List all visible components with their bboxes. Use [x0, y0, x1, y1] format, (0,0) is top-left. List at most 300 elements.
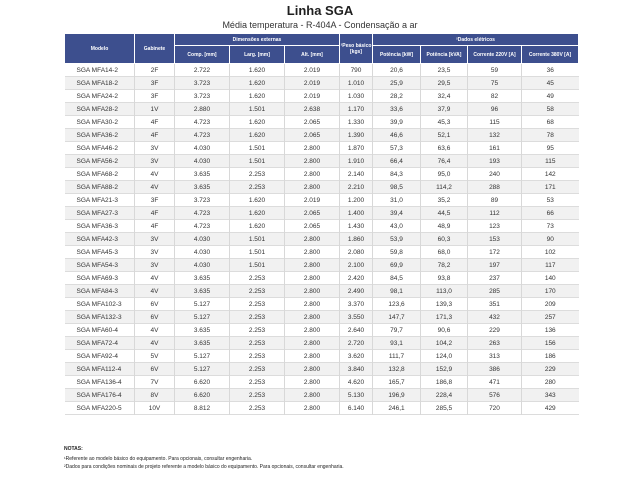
cell-alt: 2.800 — [285, 402, 340, 415]
cell-alt: 2.800 — [285, 376, 340, 389]
cell-corrente-220v: 432 — [468, 311, 522, 324]
cell-gabinete: 5V — [135, 350, 175, 363]
cell-corrente-220v: 351 — [468, 298, 522, 311]
cell-potencia-kva: 93,8 — [421, 272, 468, 285]
cell-peso: 3.840 — [340, 363, 373, 376]
cell-corrente-380v: 142 — [522, 168, 579, 181]
cell-comp: 3.635 — [175, 285, 230, 298]
cell-corrente-380v: 36 — [522, 64, 579, 77]
header-modelo: Modelo — [65, 34, 135, 64]
cell-peso: 1.400 — [340, 207, 373, 220]
cell-alt: 2.800 — [285, 337, 340, 350]
cell-gabinete: 3F — [135, 77, 175, 90]
cell-larg: 1.501 — [230, 103, 285, 116]
cell-comp: 3.723 — [175, 90, 230, 103]
cell-gabinete: 7V — [135, 376, 175, 389]
cell-modelo: SGA MFA69-3 — [65, 272, 135, 285]
cell-potencia-kw: 31,0 — [373, 194, 421, 207]
cell-larg: 2.253 — [230, 350, 285, 363]
cell-potencia-kw: 84,5 — [373, 272, 421, 285]
cell-comp: 4.723 — [175, 116, 230, 129]
table-row — [65, 220, 579, 233]
cell-gabinete: 8V — [135, 389, 175, 402]
cell-modelo: SGA MFA92-4 — [65, 350, 135, 363]
cell-peso: 1.430 — [340, 220, 373, 233]
cell-corrente-220v: 153 — [468, 233, 522, 246]
cell-larg: 1.620 — [230, 194, 285, 207]
cell-corrente-380v: 115 — [522, 155, 579, 168]
notes — [64, 445, 344, 471]
table-row — [65, 142, 579, 155]
table-row — [65, 298, 579, 311]
cell-modelo: SGA MFA72-4 — [65, 337, 135, 350]
table-row — [65, 363, 579, 376]
cell-corrente-380v: 78 — [522, 129, 579, 142]
table-row — [65, 324, 579, 337]
cell-alt: 2.800 — [285, 285, 340, 298]
cell-modelo: SGA MFA84-3 — [65, 285, 135, 298]
cell-gabinete: 3F — [135, 90, 175, 103]
cell-alt: 2.019 — [285, 90, 340, 103]
cell-corrente-380v: 45 — [522, 77, 579, 90]
cell-corrente-220v: 288 — [468, 181, 522, 194]
table-row — [65, 285, 579, 298]
cell-larg: 2.253 — [230, 363, 285, 376]
table-row — [65, 168, 579, 181]
cell-corrente-380v: 209 — [522, 298, 579, 311]
cell-alt: 2.019 — [285, 77, 340, 90]
cell-corrente-220v: 115 — [468, 116, 522, 129]
table-row — [65, 272, 579, 285]
cell-alt: 2.800 — [285, 350, 340, 363]
cell-larg: 1.620 — [230, 207, 285, 220]
cell-potencia-kva: 171,3 — [421, 311, 468, 324]
cell-gabinete: 3V — [135, 155, 175, 168]
cell-larg: 1.501 — [230, 155, 285, 168]
cell-corrente-220v: 123 — [468, 220, 522, 233]
cell-modelo: SGA MFA60-4 — [65, 324, 135, 337]
table-row — [65, 77, 579, 90]
cell-modelo: SGA MFA21-3 — [65, 194, 135, 207]
note-1: ¹Referente ao modelo básico do equipamento. Para opcionais, consultar engenharia. — [64, 456, 253, 462]
cell-corrente-220v: 75 — [468, 77, 522, 90]
cell-potencia-kva: 114,2 — [421, 181, 468, 194]
header-peso: ¹Peso básico [kgs] — [340, 34, 373, 64]
cell-gabinete: 4F — [135, 129, 175, 142]
cell-larg: 2.253 — [230, 324, 285, 337]
cell-peso: 1.910 — [340, 155, 373, 168]
cell-alt: 2.800 — [285, 246, 340, 259]
cell-peso: 1.390 — [340, 129, 373, 142]
cell-peso: 1.870 — [340, 142, 373, 155]
cell-comp: 3.635 — [175, 168, 230, 181]
cell-corrente-220v: 386 — [468, 363, 522, 376]
header-potencia-kw: Potência [kW] — [373, 46, 421, 64]
cell-gabinete: 3F — [135, 194, 175, 207]
cell-comp: 4.030 — [175, 142, 230, 155]
header-dimensoes: Dimensões externas — [175, 34, 340, 46]
cell-peso: 2.100 — [340, 259, 373, 272]
cell-potencia-kw: 246,1 — [373, 402, 421, 415]
cell-peso: 1.010 — [340, 77, 373, 90]
cell-comp: 4.723 — [175, 207, 230, 220]
cell-peso: 2.640 — [340, 324, 373, 337]
cell-modelo: SGA MFA112-4 — [65, 363, 135, 376]
table-row — [65, 311, 579, 324]
cell-peso: 790 — [340, 64, 373, 77]
cell-modelo: SGA MFA56-2 — [65, 155, 135, 168]
cell-gabinete: 6V — [135, 298, 175, 311]
table-row — [65, 129, 579, 142]
cell-alt: 2.019 — [285, 64, 340, 77]
cell-corrente-380v: 49 — [522, 90, 579, 103]
cell-potencia-kw: 20,6 — [373, 64, 421, 77]
cell-peso: 5.130 — [340, 389, 373, 402]
table-row — [65, 103, 579, 116]
cell-larg: 2.253 — [230, 168, 285, 181]
cell-modelo: SGA MFA176-4 — [65, 389, 135, 402]
cell-comp: 6.620 — [175, 389, 230, 402]
cell-corrente-380v: 343 — [522, 389, 579, 402]
cell-alt: 2.065 — [285, 207, 340, 220]
cell-larg: 1.620 — [230, 220, 285, 233]
cell-peso: 3.550 — [340, 311, 373, 324]
cell-larg: 2.253 — [230, 272, 285, 285]
cell-peso: 2.420 — [340, 272, 373, 285]
cell-gabinete: 3V — [135, 259, 175, 272]
page-subtitle: Média temperatura - R-404A - Condensação a ar — [222, 20, 418, 30]
cell-peso: 2.210 — [340, 181, 373, 194]
cell-potencia-kw: 111,7 — [373, 350, 421, 363]
cell-alt: 2.800 — [285, 389, 340, 402]
cell-corrente-380v: 170 — [522, 285, 579, 298]
cell-modelo: SGA MFA36-2 — [65, 129, 135, 142]
table-row — [65, 194, 579, 207]
cell-modelo: SGA MFA18-2 — [65, 77, 135, 90]
cell-larg: 1.620 — [230, 90, 285, 103]
cell-comp: 6.620 — [175, 376, 230, 389]
cell-corrente-220v: 161 — [468, 142, 522, 155]
cell-alt: 2.800 — [285, 181, 340, 194]
cell-corrente-220v: 59 — [468, 64, 522, 77]
cell-corrente-380v: 53 — [522, 194, 579, 207]
cell-corrente-380v: 58 — [522, 103, 579, 116]
cell-comp: 3.635 — [175, 272, 230, 285]
cell-potencia-kw: 98,1 — [373, 285, 421, 298]
cell-corrente-380v: 73 — [522, 220, 579, 233]
cell-potencia-kva: 76,4 — [421, 155, 468, 168]
table-row — [65, 389, 579, 402]
cell-larg: 2.253 — [230, 402, 285, 415]
cell-larg: 1.501 — [230, 142, 285, 155]
cell-potencia-kw: 33,6 — [373, 103, 421, 116]
cell-peso: 1.170 — [340, 103, 373, 116]
cell-potencia-kw: 39,4 — [373, 207, 421, 220]
cell-larg: 1.501 — [230, 233, 285, 246]
cell-comp: 3.723 — [175, 77, 230, 90]
cell-larg: 2.253 — [230, 285, 285, 298]
cell-larg: 1.620 — [230, 64, 285, 77]
cell-corrente-380v: 68 — [522, 116, 579, 129]
cell-potencia-kva: 44,5 — [421, 207, 468, 220]
cell-potencia-kw: 123,6 — [373, 298, 421, 311]
cell-peso: 1.330 — [340, 116, 373, 129]
cell-alt: 2.800 — [285, 259, 340, 272]
cell-potencia-kw: 132,8 — [373, 363, 421, 376]
cell-corrente-380v: 280 — [522, 376, 579, 389]
cell-corrente-220v: 576 — [468, 389, 522, 402]
cell-alt: 2.638 — [285, 103, 340, 116]
cell-potencia-kva: 285,5 — [421, 402, 468, 415]
cell-potencia-kva: 63,6 — [421, 142, 468, 155]
cell-alt: 2.800 — [285, 324, 340, 337]
cell-potencia-kw: 93,1 — [373, 337, 421, 350]
table-row — [65, 155, 579, 168]
cell-gabinete: 1V — [135, 103, 175, 116]
cell-potencia-kva: 139,3 — [421, 298, 468, 311]
cell-gabinete: 4F — [135, 220, 175, 233]
cell-comp: 5.127 — [175, 311, 230, 324]
cell-comp: 4.030 — [175, 259, 230, 272]
cell-larg: 1.620 — [230, 116, 285, 129]
cell-potencia-kva: 45,3 — [421, 116, 468, 129]
cell-alt: 2.800 — [285, 298, 340, 311]
header-corrente-220v: Corrente 220V [A] — [468, 46, 522, 64]
cell-corrente-380v: 171 — [522, 181, 579, 194]
cell-peso: 1.200 — [340, 194, 373, 207]
cell-gabinete: 3V — [135, 233, 175, 246]
cell-comp: 4.030 — [175, 233, 230, 246]
table-row — [65, 337, 579, 350]
cell-peso: 3.620 — [340, 350, 373, 363]
page-title: Linha SGA — [286, 3, 354, 18]
cell-potencia-kw: 79,7 — [373, 324, 421, 337]
cell-modelo: SGA MFA132-3 — [65, 311, 135, 324]
cell-alt: 2.800 — [285, 233, 340, 246]
note-2: ²Dados para condições nominais de projeto referente a modelo básico do equipamento. Para opcionais, consultar engenharia. — [64, 464, 344, 470]
table-row — [65, 246, 579, 259]
cell-potencia-kva: 60,3 — [421, 233, 468, 246]
cell-corrente-220v: 197 — [468, 259, 522, 272]
cell-corrente-220v: 229 — [468, 324, 522, 337]
cell-modelo: SGA MFA54-3 — [65, 259, 135, 272]
cell-corrente-380v: 186 — [522, 350, 579, 363]
table-row — [65, 376, 579, 389]
header-dados-eletricos: ²Dados elétricos — [373, 34, 579, 46]
cell-peso: 2.490 — [340, 285, 373, 298]
cell-modelo: SGA MFA42-3 — [65, 233, 135, 246]
table-row — [65, 402, 579, 415]
cell-gabinete: 10V — [135, 402, 175, 415]
table-body — [65, 64, 579, 415]
cell-gabinete: 4V — [135, 324, 175, 337]
table-row — [65, 181, 579, 194]
cell-corrente-220v: 172 — [468, 246, 522, 259]
cell-gabinete: 3V — [135, 246, 175, 259]
cell-corrente-220v: 112 — [468, 207, 522, 220]
cell-potencia-kva: 186,8 — [421, 376, 468, 389]
header-gabinete: Gabinete — [135, 34, 175, 64]
cell-gabinete: 6V — [135, 311, 175, 324]
cell-larg: 1.501 — [230, 246, 285, 259]
cell-gabinete: 4V — [135, 168, 175, 181]
cell-corrente-380v: 95 — [522, 142, 579, 155]
cell-comp: 5.127 — [175, 298, 230, 311]
cell-potencia-kw: 69,9 — [373, 259, 421, 272]
cell-gabinete: 3V — [135, 142, 175, 155]
cell-comp: 8.812 — [175, 402, 230, 415]
cell-gabinete: 4F — [135, 207, 175, 220]
cell-potencia-kw: 196,9 — [373, 389, 421, 402]
cell-peso: 6.140 — [340, 402, 373, 415]
cell-corrente-380v: 429 — [522, 402, 579, 415]
cell-comp: 3.723 — [175, 194, 230, 207]
cell-gabinete: 2F — [135, 64, 175, 77]
cell-corrente-220v: 237 — [468, 272, 522, 285]
cell-corrente-380v: 156 — [522, 337, 579, 350]
cell-peso: 1.860 — [340, 233, 373, 246]
cell-potencia-kva: 104,2 — [421, 337, 468, 350]
cell-peso: 2.140 — [340, 168, 373, 181]
cell-modelo: SGA MFA36-3 — [65, 220, 135, 233]
cell-peso: 3.370 — [340, 298, 373, 311]
cell-corrente-380v: 117 — [522, 259, 579, 272]
cell-modelo: SGA MFA14-2 — [65, 64, 135, 77]
cell-potencia-kw: 147,7 — [373, 311, 421, 324]
cell-larg: 2.253 — [230, 389, 285, 402]
notes-title: NOTAS: — [64, 446, 83, 452]
cell-peso: 4.620 — [340, 376, 373, 389]
cell-potencia-kw: 53,9 — [373, 233, 421, 246]
table-row — [65, 350, 579, 363]
cell-corrente-220v: 89 — [468, 194, 522, 207]
cell-larg: 2.253 — [230, 376, 285, 389]
cell-potencia-kva: 90,6 — [421, 324, 468, 337]
cell-potencia-kva: 48,9 — [421, 220, 468, 233]
cell-gabinete: 6V — [135, 363, 175, 376]
cell-potencia-kva: 124,0 — [421, 350, 468, 363]
cell-corrente-220v: 240 — [468, 168, 522, 181]
cell-corrente-380v: 136 — [522, 324, 579, 337]
cell-peso: 2.080 — [340, 246, 373, 259]
cell-corrente-380v: 66 — [522, 207, 579, 220]
cell-alt: 2.800 — [285, 142, 340, 155]
cell-potencia-kva: 52,1 — [421, 129, 468, 142]
cell-gabinete: 4F — [135, 116, 175, 129]
cell-larg: 1.620 — [230, 77, 285, 90]
cell-corrente-380v: 90 — [522, 233, 579, 246]
cell-larg: 2.253 — [230, 337, 285, 350]
cell-modelo: SGA MFA88-2 — [65, 181, 135, 194]
cell-larg: 1.620 — [230, 129, 285, 142]
cell-corrente-220v: 285 — [468, 285, 522, 298]
cell-modelo: SGA MFA27-3 — [65, 207, 135, 220]
cell-potencia-kva: 113,0 — [421, 285, 468, 298]
cell-alt: 2.065 — [285, 116, 340, 129]
cell-alt: 2.065 — [285, 220, 340, 233]
cell-alt: 2.019 — [285, 194, 340, 207]
cell-potencia-kva: 37,9 — [421, 103, 468, 116]
header-comp: Comp. [mm] — [175, 46, 230, 64]
cell-alt: 2.800 — [285, 155, 340, 168]
cell-potencia-kva: 95,0 — [421, 168, 468, 181]
header-larg: Larg. [mm] — [230, 46, 285, 64]
spec-table — [64, 33, 579, 415]
table-row — [65, 233, 579, 246]
cell-corrente-220v: 193 — [468, 155, 522, 168]
header-potencia-kva: Potência [kVA] — [421, 46, 468, 64]
cell-comp: 5.127 — [175, 363, 230, 376]
cell-potencia-kw: 39,9 — [373, 116, 421, 129]
table-row — [65, 116, 579, 129]
cell-peso: 1.030 — [340, 90, 373, 103]
cell-modelo: SGA MFA28-2 — [65, 103, 135, 116]
table-row — [65, 90, 579, 103]
cell-comp: 3.635 — [175, 337, 230, 350]
cell-comp: 3.635 — [175, 181, 230, 194]
cell-potencia-kva: 78,2 — [421, 259, 468, 272]
cell-potencia-kw: 165,7 — [373, 376, 421, 389]
cell-corrente-220v: 313 — [468, 350, 522, 363]
cell-modelo: SGA MFA45-3 — [65, 246, 135, 259]
cell-larg: 1.501 — [230, 259, 285, 272]
cell-comp: 4.030 — [175, 155, 230, 168]
cell-larg: 2.253 — [230, 181, 285, 194]
cell-gabinete: 4V — [135, 181, 175, 194]
cell-gabinete: 4V — [135, 285, 175, 298]
cell-larg: 2.253 — [230, 311, 285, 324]
cell-comp: 5.127 — [175, 350, 230, 363]
cell-comp: 2.880 — [175, 103, 230, 116]
cell-potencia-kva: 32,4 — [421, 90, 468, 103]
cell-potencia-kw: 28,2 — [373, 90, 421, 103]
cell-modelo: SGA MFA68-2 — [65, 168, 135, 181]
cell-modelo: SGA MFA46-2 — [65, 142, 135, 155]
cell-modelo: SGA MFA30-2 — [65, 116, 135, 129]
cell-potencia-kw: 46,6 — [373, 129, 421, 142]
cell-corrente-380v: 229 — [522, 363, 579, 376]
cell-alt: 2.800 — [285, 168, 340, 181]
cell-comp: 3.635 — [175, 324, 230, 337]
cell-corrente-220v: 82 — [468, 90, 522, 103]
cell-alt: 2.065 — [285, 129, 340, 142]
cell-potencia-kva: 68,0 — [421, 246, 468, 259]
cell-alt: 2.800 — [285, 363, 340, 376]
cell-corrente-220v: 132 — [468, 129, 522, 142]
cell-potencia-kva: 35,2 — [421, 194, 468, 207]
cell-potencia-kva: 152,9 — [421, 363, 468, 376]
cell-larg: 2.253 — [230, 298, 285, 311]
cell-corrente-220v: 96 — [468, 103, 522, 116]
cell-alt: 2.800 — [285, 311, 340, 324]
cell-peso: 2.720 — [340, 337, 373, 350]
header-corrente-380v: Corrente 380V [A] — [522, 46, 579, 64]
cell-potencia-kva: 29,5 — [421, 77, 468, 90]
cell-corrente-220v: 263 — [468, 337, 522, 350]
header-alt: Alt. [mm] — [285, 46, 340, 64]
cell-corrente-380v: 257 — [522, 311, 579, 324]
cell-corrente-380v: 140 — [522, 272, 579, 285]
cell-potencia-kw: 25,9 — [373, 77, 421, 90]
cell-modelo: SGA MFA136-4 — [65, 376, 135, 389]
cell-gabinete: 4V — [135, 272, 175, 285]
cell-corrente-380v: 102 — [522, 246, 579, 259]
table-row — [65, 207, 579, 220]
cell-modelo: SGA MFA24-2 — [65, 90, 135, 103]
cell-potencia-kw: 66,4 — [373, 155, 421, 168]
table-row — [65, 259, 579, 272]
cell-potencia-kw: 57,3 — [373, 142, 421, 155]
